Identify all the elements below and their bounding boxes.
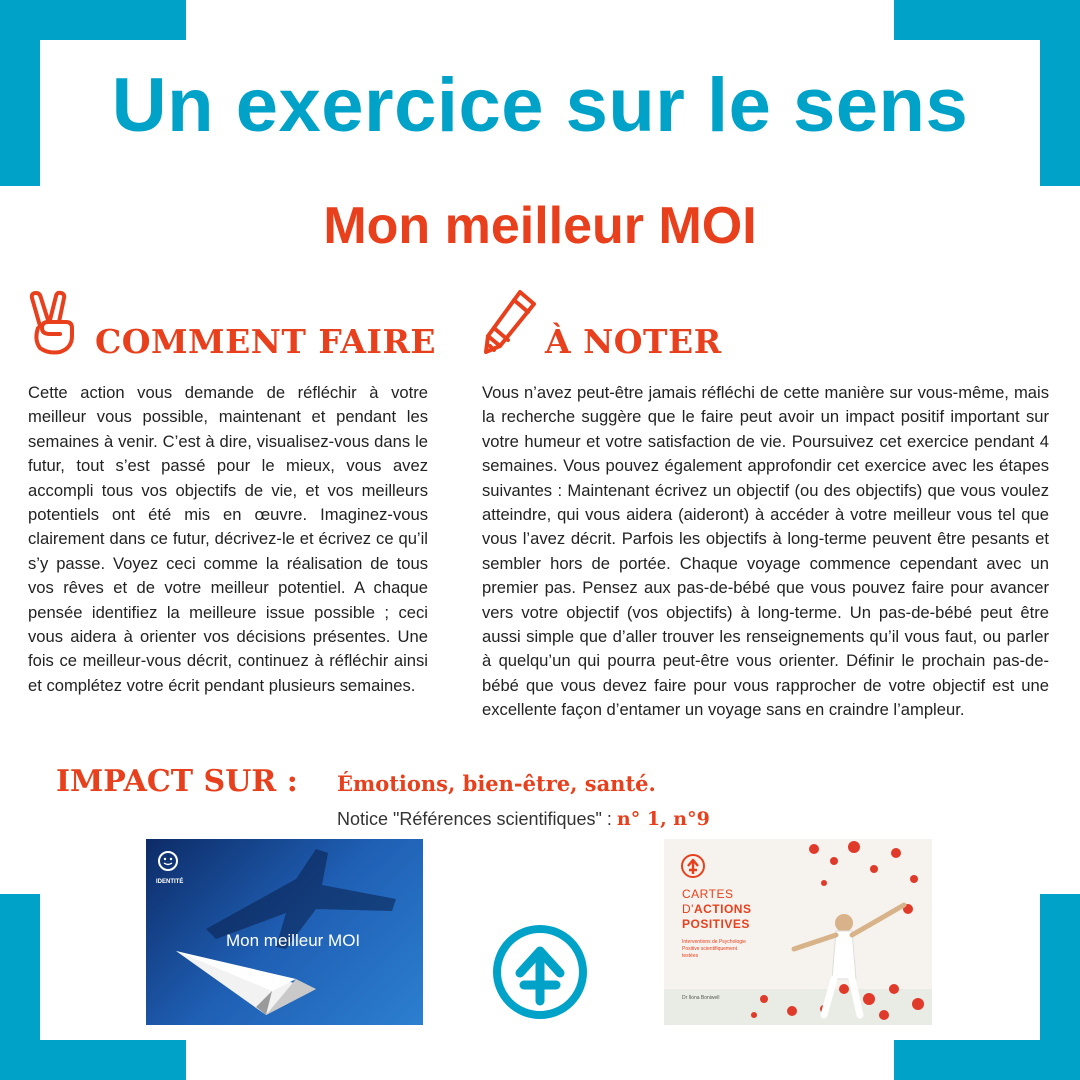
up-arrow-plus-logo-icon — [680, 853, 706, 879]
notice-text: Notice "Références scientifiques" : — [337, 809, 612, 829]
card-title-line1: CARTES — [682, 887, 734, 901]
card-title-line3: POSITIVES — [682, 917, 750, 931]
card-small-line3: testées — [682, 953, 699, 959]
a-noter-text: Vous n’avez peut-être jamais réfléchi de cette manière sur vous-même, mais la recherche suggère que le faire peut avoir un impact positif important sur votre humeur et votre satisfaction de vie. Poursuivez cet exercice pendant 4 semaines. Vous pouvez également approfondir cet exercice avec les étapes suivantes : Maintenant écrivez un objectif (ou des objectifs) que vous voulez atteindre, qui vous aidera (aideront) à accéder à votre meilleur vous tel que vous l’avez décrit. Parfois les objectifs à long-terme peuvent être pesants et sembler hors de portée. Chaque voyage commence cependant avec un premier pas. Pensez aux pas-de-bébé que vous pouvez faire pour avancer vers votre objectif (vos objectifs) à long-terme. Un pas-de-bébé peut être aussi simple que d’aller trouver les renseignements qu’il vous faut, ou parler à quelqu’un qui pourra peut-être vous orienter. Définir le prochain pas-de-bébé que vous devez faire pour vous rapprocher de votre objectif est une excellente façon d’entamer un voyage sans en craindre l’ampleur. — [482, 383, 1049, 720]
smiley-icon — [158, 851, 178, 871]
impact-value: Émotions, bien-être, santé. — [337, 771, 656, 796]
card-image-mon-meilleur-moi — [146, 839, 423, 1025]
notice-line — [337, 808, 710, 830]
card-title-line2-bold: ACTIONS — [693, 902, 752, 916]
card-label: Mon meilleur MOI — [226, 931, 361, 950]
pencil-icon — [482, 288, 538, 361]
card-title-line2-prefix: D' — [682, 902, 694, 916]
page-title: Un exercice sur le sens — [111, 63, 969, 148]
card-tag: IDENTITÉ — [156, 879, 184, 885]
impact-label: IMPACT SUR : — [56, 764, 298, 799]
notice-refs: n° 1, n°9 — [616, 808, 710, 830]
section-heading-comment-faire: COMMENT FAIRE — [95, 322, 437, 361]
card-image-cartes-actions-positives — [664, 839, 932, 1025]
comment-faire-text: Cette action vous demande de réfléchir à votre meilleur vous possible, maintenant et pendant les semaines à venir. C’est à dire, visualisez-vous dans le futur, tout s’est passé pour le mieux, vous avez accompli tous vos objectifs de vie, et vos meilleurs potentiels ont été mis en œuvre. Imaginez-vous clairement dans ce futur, décrivez-le et écrivez ce qu’il s’y passe. Voyez ceci comme la réalisation de tous vos rêves et de votre meilleur potentiel. A chaque pensée identifiez la meilleure issue possible ; ceci vous aidera à orienter vos décisions présentes. Une fois ce meilleur-vous décrit, continuez à réfléchir ainsi et complétez votre écrit pendant plusieurs semaines. — [28, 383, 428, 695]
card-title-line2 — [682, 902, 751, 916]
up-arrow-plus-logo-icon — [491, 923, 589, 1021]
victory-hand-icon — [28, 290, 78, 361]
card-author: Dr Ilona Boniwell — [682, 995, 720, 1001]
section-heading-a-noter: À NOTER — [545, 322, 722, 361]
card-small-line2: Positive scientifiquement — [682, 946, 738, 952]
page-subtitle: Mon meilleur MOI — [323, 197, 757, 255]
card-small-line1: Interventions de Psychologie — [682, 939, 746, 945]
